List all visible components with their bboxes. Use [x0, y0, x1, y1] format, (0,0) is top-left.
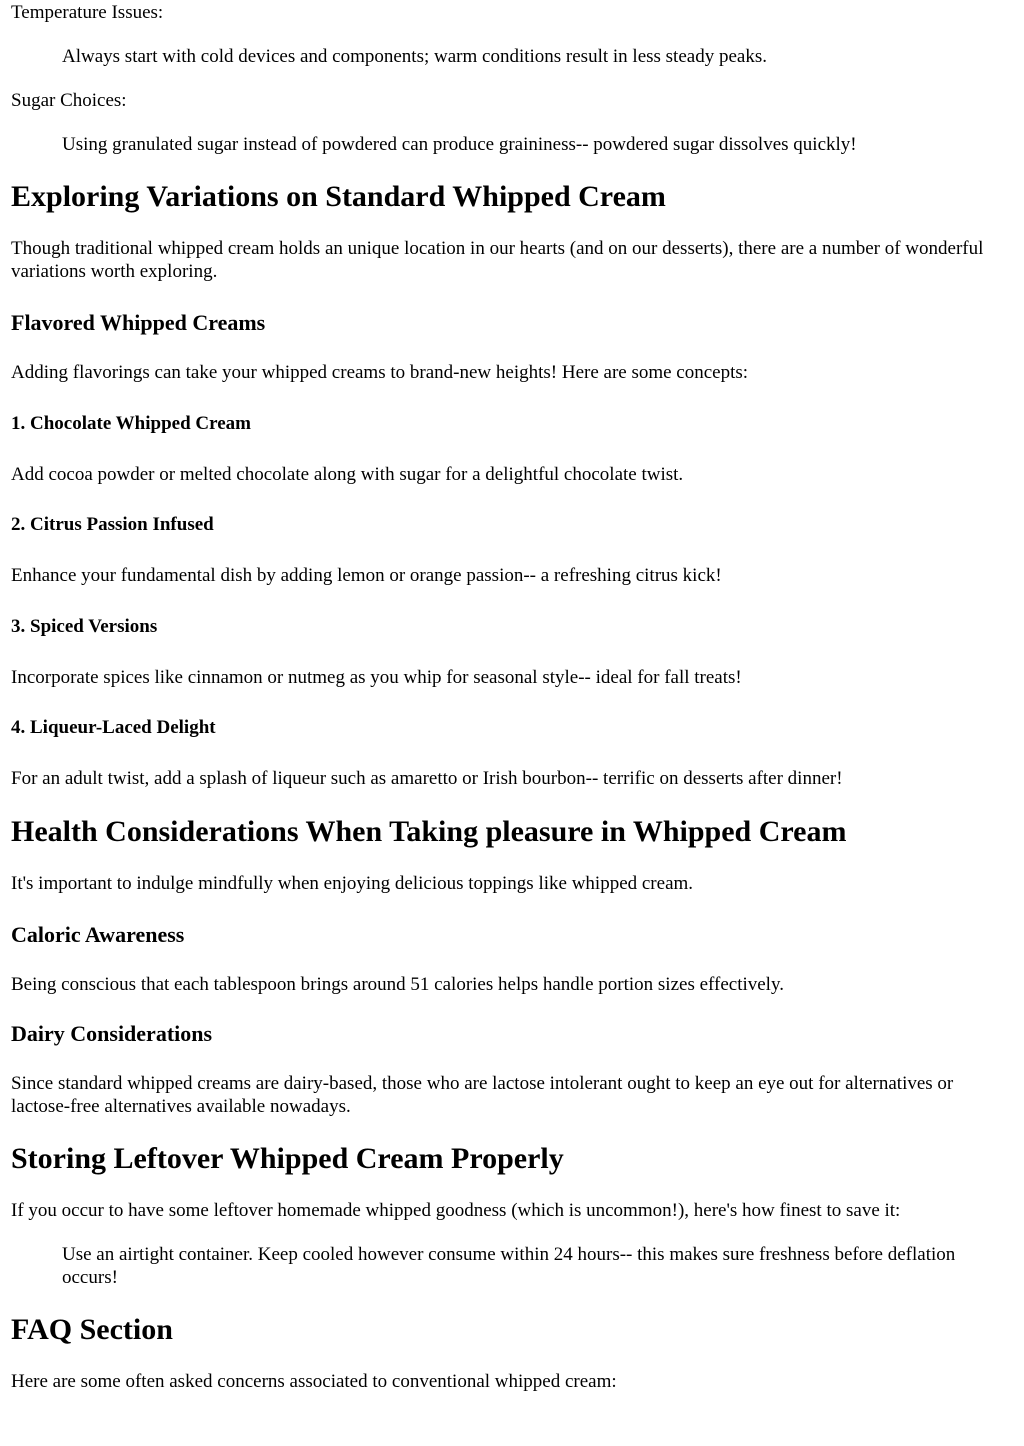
storing-quote: Use an airtight container. Keep cooled however consume within 24 hours-- this makes sure freshness before deflation occurs!: [62, 1244, 956, 1288]
variation-text-chocolate: Add cocoa powder or melted chocolate along with sugar for a delightful chocolate twist.: [11, 464, 684, 485]
variation-title-spiced: 3. Spiced Versions: [11, 616, 158, 637]
tips-definition-list: [11, 0, 1013, 156]
variations-intro: Though traditional whipped cream holds an unique location in our hearts (and on our desserts), there are a number of wonderful variations worth exploring.: [11, 238, 984, 282]
tip-desc-sugar: Using granulated sugar instead of powdered can produce graininess-- powdered sugar dissolves quickly!: [62, 134, 857, 155]
heading-flavored: Flavored Whipped Creams: [11, 310, 266, 335]
variation-title-citrus: 2. Citrus Passion Infused: [11, 514, 214, 535]
variation-text-liqueur: For an adult twist, add a splash of liqueur such as amaretto or Irish bourbon-- terrific on desserts after dinner!: [11, 768, 843, 789]
variation-text-spiced: Incorporate spices like cinnamon or nutmeg as you whip for seasonal style-- ideal for fall treats!: [11, 667, 742, 688]
flavored-intro: Adding flavorings can take your whipped creams to brand-new heights! Here are some concepts:: [11, 362, 749, 383]
heading-faq: FAQ Section: [11, 1313, 173, 1346]
tip-desc-temperature: Always start with cold devices and components; warm conditions result in less steady peaks.: [62, 46, 767, 67]
heading-health: Health Considerations When Taking pleasure in Whipped Cream: [11, 815, 847, 848]
tip-term-sugar: Sugar Choices:: [11, 90, 127, 111]
heading-variations: Exploring Variations on Standard Whipped Cream: [11, 180, 666, 213]
storing-intro: If you occur to have some leftover homemade whipped goodness (which is uncommon!), here's how finest to save it:: [11, 1200, 901, 1221]
caloric-text: Being conscious that each tablespoon brings around 51 calories helps handle portion sizes effectively.: [11, 974, 784, 995]
variation-title-liqueur: 4. Liqueur-Laced Delight: [11, 717, 216, 738]
tip-term-temperature: Temperature Issues:: [11, 2, 164, 23]
heading-storing: Storing Leftover Whipped Cream Properly: [11, 1142, 564, 1175]
dairy-text: Since standard whipped creams are dairy-based, those who are lactose intolerant ought to keep an eye out for alternatives or lactose-free alternatives available nowadays.: [11, 1073, 954, 1117]
variation-title-chocolate: 1. Chocolate Whipped Cream: [11, 413, 251, 434]
heading-dairy: Dairy Considerations: [11, 1021, 213, 1046]
health-intro: It's important to indulge mindfully when enjoying delicious toppings like whipped cream.: [11, 873, 694, 894]
heading-caloric: Caloric Awareness: [11, 922, 185, 947]
variation-text-citrus: Enhance your fundamental dish by adding lemon or orange passion-- a refreshing citrus kick!: [11, 565, 722, 586]
faq-intro: Here are some often asked concerns associated to conventional whipped cream:: [11, 1371, 617, 1392]
